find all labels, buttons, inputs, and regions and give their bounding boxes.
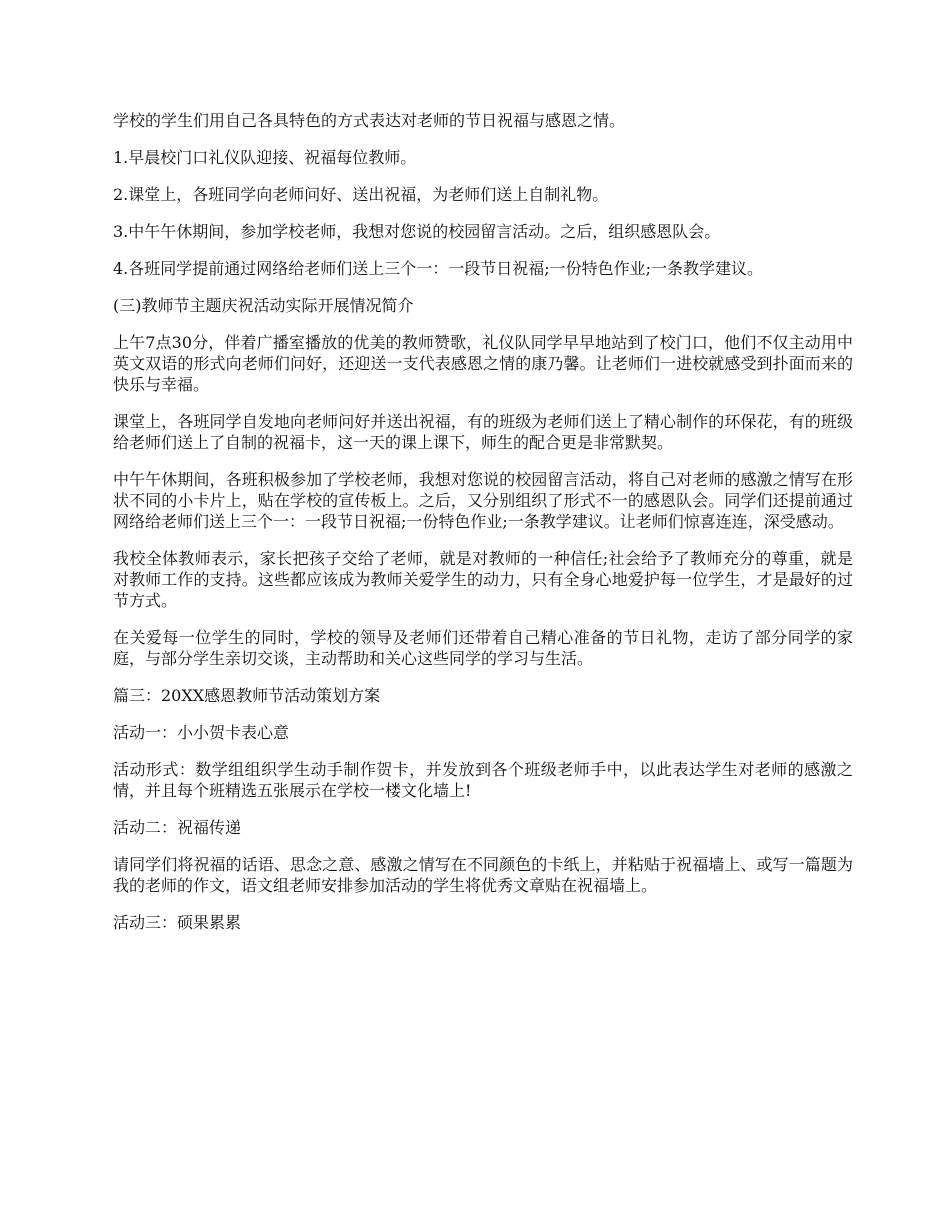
paragraph-intro: 学校的学生们用自己各具特色的方式表达对老师的节日祝福与感恩之情。 — [113, 111, 626, 130]
activity-1-heading: 活动一：小小贺卡表心意 — [113, 723, 290, 742]
activity-1-description: 活动形式：数学组组织学生动手制作贺卡，并发放到各个班级老师手中，以此表达学生对老师的感激之情，并且每个班精选五张展示在学校一楼文化墙上! — [113, 760, 853, 800]
paragraph-item-4: 4.各班同学提前通过网络给老师们送上三个一：一段节日祝福;一份特色作业;一条教学建议。 — [113, 259, 764, 278]
paragraph-visits: 在关爱每一位学生的同时，学校的领导及老师们还带着自己精心准备的节日礼物，走访了部分同学的家庭，与部分学生亲切交谈，主动帮助和关心这些同学的学习与生活。 — [113, 628, 853, 668]
paragraph-item-3: 3.中午午休期间，参加学校老师，我想对您说的校园留言活动。之后，组织感恩队会。 — [113, 222, 721, 241]
activity-2-description: 请同学们将祝福的话语、思念之意、感激之情写在不同颜色的卡纸上，并粘贴于祝福墙上、或写一篇题为我的老师的作文，语文组老师安排参加活动的学生将优秀文章贴在祝福墙上。 — [113, 855, 853, 895]
chapter-heading-3: 篇三：20XX感恩教师节活动策划方案 — [113, 686, 381, 705]
document-body — [113, 110, 853, 949]
section-heading-3: (三)教师节主题庆祝活动实际开展情况简介 — [113, 296, 414, 315]
paragraph-noon: 中午午休期间，各班积极参加了学校老师，我想对您说的校园留言活动，将自己对老师的感激之情写在形状不同的小卡片上，贴在学校的宣传板上。之后，又分别组织了形式不一的感恩队会。同学们还提前通过网络给老师们送上三个一：一段节日祝福;一份特色作业;一条教学建议。让老师们惊喜连连，深受感动。 — [113, 470, 853, 531]
paragraph-teachers: 我校全体教师表示，家长把孩子交给了老师，就是对教师的一种信任;社会给予了教师充分的尊重，就是对教师工作的支持。这些都应该成为教师关爱学生的动力，只有全身心地爱护每一位学生，才是最好的过节方式。 — [113, 549, 853, 610]
activity-3-heading: 活动三：硕果累累 — [113, 913, 242, 932]
activity-2-heading: 活动二：祝福传递 — [113, 818, 242, 837]
paragraph-morning: 上午7点30分，伴着广播室播放的优美的教师赞歌，礼仪队同学早早地站到了校门口，他们不仅主动用中英文双语的形式向老师们问好，还迎送一支代表感恩之情的康乃馨。让老师们一进校就感受到扑面而来的快乐与幸福。 — [113, 333, 853, 394]
paragraph-classroom: 课堂上，各班同学自发地向老师问好并送出祝福，有的班级为老师们送上了精心制作的环保花，有的班级给老师们送上了自制的祝福卡，这一天的课上课下，师生的配合更是非常默契。 — [113, 412, 853, 452]
paragraph-item-2: 2.课堂上，各班同学向老师问好、送出祝福，为老师们送上自制礼物。 — [113, 185, 609, 204]
paragraph-item-1: 1.早晨校门口礼仪队迎接、祝福每位教师。 — [113, 148, 417, 167]
